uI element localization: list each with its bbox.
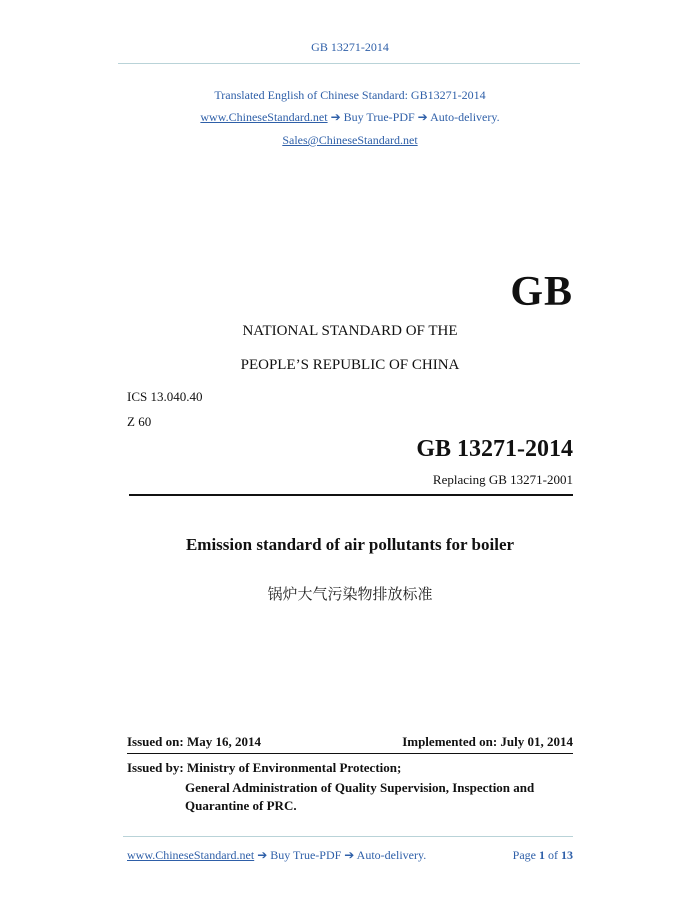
dates-divider — [127, 753, 573, 754]
title-english: Emission standard of air pollutants for boiler — [185, 535, 515, 554]
page-of: of — [548, 848, 558, 862]
email-link[interactable]: Sales@ChineseStandard.net — [282, 133, 418, 147]
issued-by: Issued by: Ministry of Environmental Protection; — [127, 760, 402, 775]
standard-number: GB 13271-2014 — [416, 436, 573, 462]
title-chinese: 锅炉大气污染物排放标准 — [267, 585, 433, 603]
running-header: GB 13271-2014 — [311, 40, 389, 54]
issued-on-date: Issued on: May 16, 2014 — [127, 734, 261, 749]
page-indicator — [513, 848, 573, 863]
issuer-line2: General Administration of Quality Supervision, Inspection and — [185, 780, 535, 795]
footer-site-link[interactable]: www.ChineseStandard.net — [127, 848, 255, 862]
footer-buy-text: ➔ Buy True-PDF ➔ Auto-delivery. — [254, 848, 427, 862]
site-link[interactable]: www.ChineseStandard.net — [200, 110, 328, 124]
email-line — [0, 133, 700, 148]
implemented-on-date: Implemented on: July 01, 2014 — [402, 734, 573, 749]
national-standard-line1: NATIONAL STANDARD OF THE — [242, 323, 458, 339]
page-current: 1 — [539, 848, 545, 862]
buy-line — [0, 110, 700, 125]
translation-notice: Translated English of Chinese Standard: GB13271-2014 — [214, 88, 486, 102]
gb-logo: GB — [510, 269, 573, 315]
page-total: 13 — [561, 848, 573, 862]
replacing-note: Replacing GB 13271-2001 — [432, 472, 573, 487]
ccs-code: Z 60 — [127, 414, 152, 429]
ics-code: ICS 13.040.40 — [127, 389, 203, 404]
title-divider — [129, 494, 573, 496]
national-standard-line2: PEOPLE’S REPUBLIC OF CHINA — [240, 357, 460, 373]
footer-divider — [123, 836, 573, 837]
issuer-line3: Quarantine of PRC. — [185, 798, 297, 813]
header-divider — [118, 63, 580, 64]
footer-buy-line — [127, 848, 426, 863]
page-label: Page — [512, 848, 536, 862]
buy-text: ➔ Buy True-PDF ➔ Auto-delivery. — [330, 110, 500, 124]
